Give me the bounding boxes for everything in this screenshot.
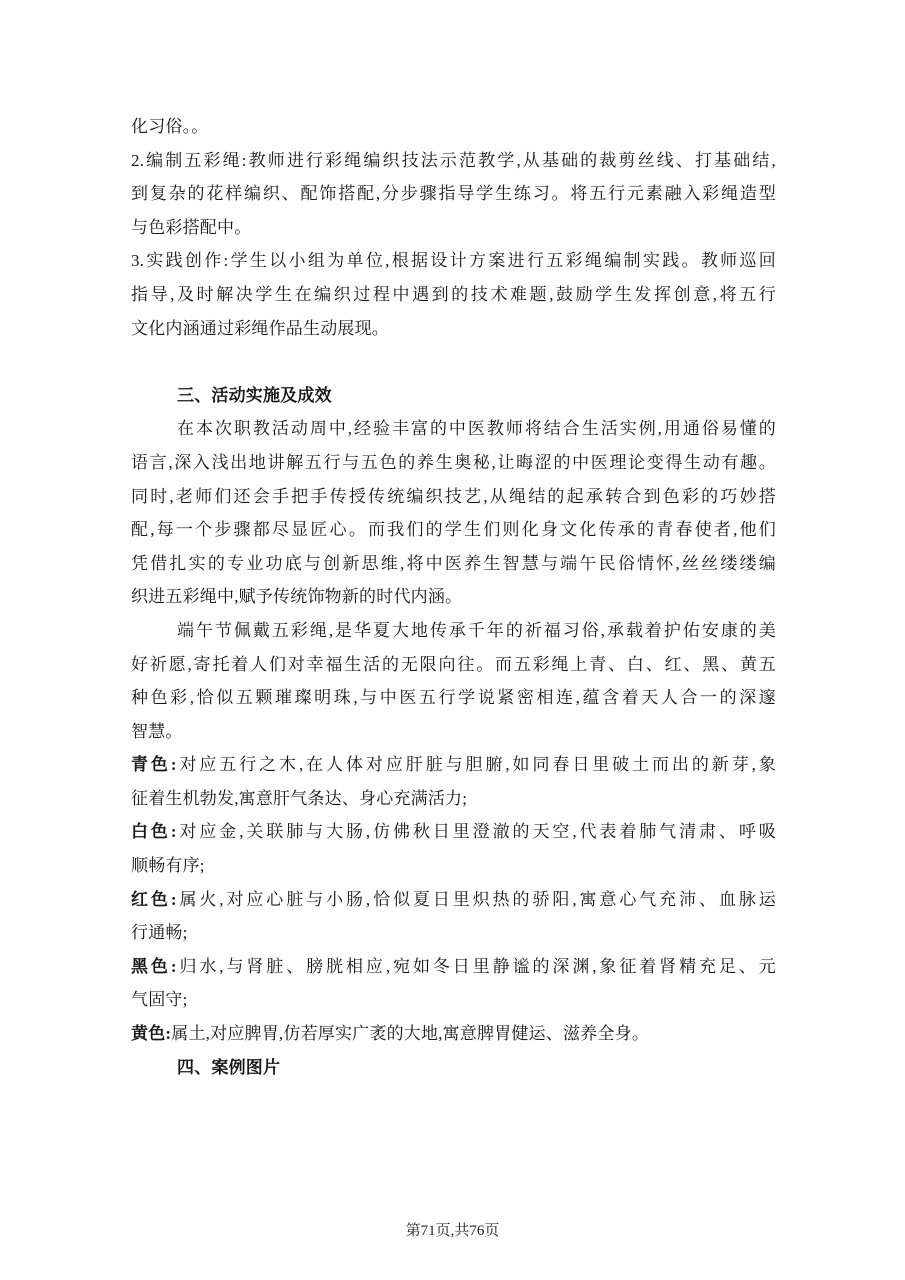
- color-label-black: 黑色:: [131, 956, 177, 976]
- paragraph-first-line: 在本次职教活动周中,经验丰富的中医教师将结合生活实例,用通俗易懂的: [177, 419, 776, 439]
- page-number-footer: 第71页,共76页: [405, 1223, 500, 1239]
- text-line: 文化内涵通过彩绳作品生动展现。: [131, 318, 389, 338]
- text-line: 语言,深入浅出地讲解五行与五色的养生奥秘,让晦涩的中医理论变得生动有趣。: [131, 452, 776, 472]
- list-item-2-weaving: 2.编制五彩绳:教师进行彩绳编织技法示范教学,从基础的裁剪丝线、打基础结,: [131, 150, 776, 170]
- text-line: 织进五彩绳中,赋予传统饰物新的时代内涵。: [131, 587, 463, 607]
- color-label-white: 白色:: [131, 822, 177, 842]
- document-body: [131, 110, 776, 1084]
- text-line: 同时,老师们还会手把手传授传统编织技艺,从绳结的起承转合到色彩的巧妙搭: [131, 486, 776, 506]
- color-definition-black: [131, 950, 776, 984]
- color-text: 归水,与肾脏、膀胱相应,宛如冬日里静谧的深渊,象征着肾精充足、元: [176, 956, 776, 976]
- section-heading-3-implementation: 三、活动实施及成效: [177, 385, 332, 405]
- list-item-3-practice: 3.实践创作:学生以小组为单位,根据设计方案进行五彩绳编制实践。教师巡回: [131, 251, 776, 271]
- text-line: 到复杂的花样编织、配饰搭配,分步骤指导学生练习。将五行元素融入彩绳造型: [131, 184, 776, 204]
- text-line: 凭借扎实的专业功底与创新思维,将中医养生智慧与端午民俗情怀,丝丝缕缕编: [131, 553, 776, 573]
- color-label-yellow: 黄色:: [131, 1024, 172, 1044]
- text-line: 好祈愿,寄托着人们对幸福生活的无限向往。而五彩绳上青、白、红、黑、黄五: [131, 654, 776, 674]
- color-text: 属火,对应心脏与小肠,恰似夏日里炽热的骄阳,寓意心气充沛、血脉运: [176, 889, 776, 909]
- text-line: 征着生机勃发,寓意肝气条达、身心充满活力;: [131, 788, 468, 808]
- color-label-red: 红色:: [131, 889, 177, 909]
- color-definition-yellow: [131, 1017, 776, 1051]
- color-definition-green: [131, 748, 776, 782]
- color-text: 对应五行之木,在人体对应肝脏与胆腑,如同春日里破土而出的新芽,象: [176, 755, 776, 775]
- section-heading-4-case-images: 四、案例图片: [177, 1057, 281, 1077]
- color-definition-red: [131, 883, 776, 917]
- text-line: 智慧。: [131, 721, 183, 741]
- text-line: 种色彩,恰似五颗璀璨明珠,与中医五行学说紧密相连,蕴含着天人合一的深邃: [131, 688, 776, 708]
- text-line: 气固守;: [131, 990, 188, 1010]
- text-line: 化习俗。。: [131, 117, 209, 136]
- text-line: 指导,及时解决学生在编织过程中遇到的技术难题,鼓励学生发挥创意,将五行: [131, 284, 776, 304]
- text-line: 行通畅;: [131, 923, 188, 943]
- paragraph-first-line: 端午节佩戴五彩绳,是华夏大地传承千年的祈福习俗,承载着护佑安康的美: [177, 620, 776, 640]
- text-line: 配,每一个步骤都尽显匠心。而我们的学生们则化身文化传承的青春使者,他们: [131, 520, 776, 540]
- text-line: 顺畅有序;: [131, 856, 205, 876]
- color-text: 对应金,关联肺与大肠,仿佛秋日里澄澈的天空,代表着肺气清肃、呼吸: [176, 822, 776, 842]
- color-label-green: 青色:: [131, 755, 177, 775]
- color-text: 属土,对应脾胃,仿若厚实广袤的大地,寓意脾胃健运、滋养全身。: [171, 1024, 650, 1044]
- color-definition-white: [131, 815, 776, 849]
- text-line: 与色彩搭配中。: [131, 217, 252, 237]
